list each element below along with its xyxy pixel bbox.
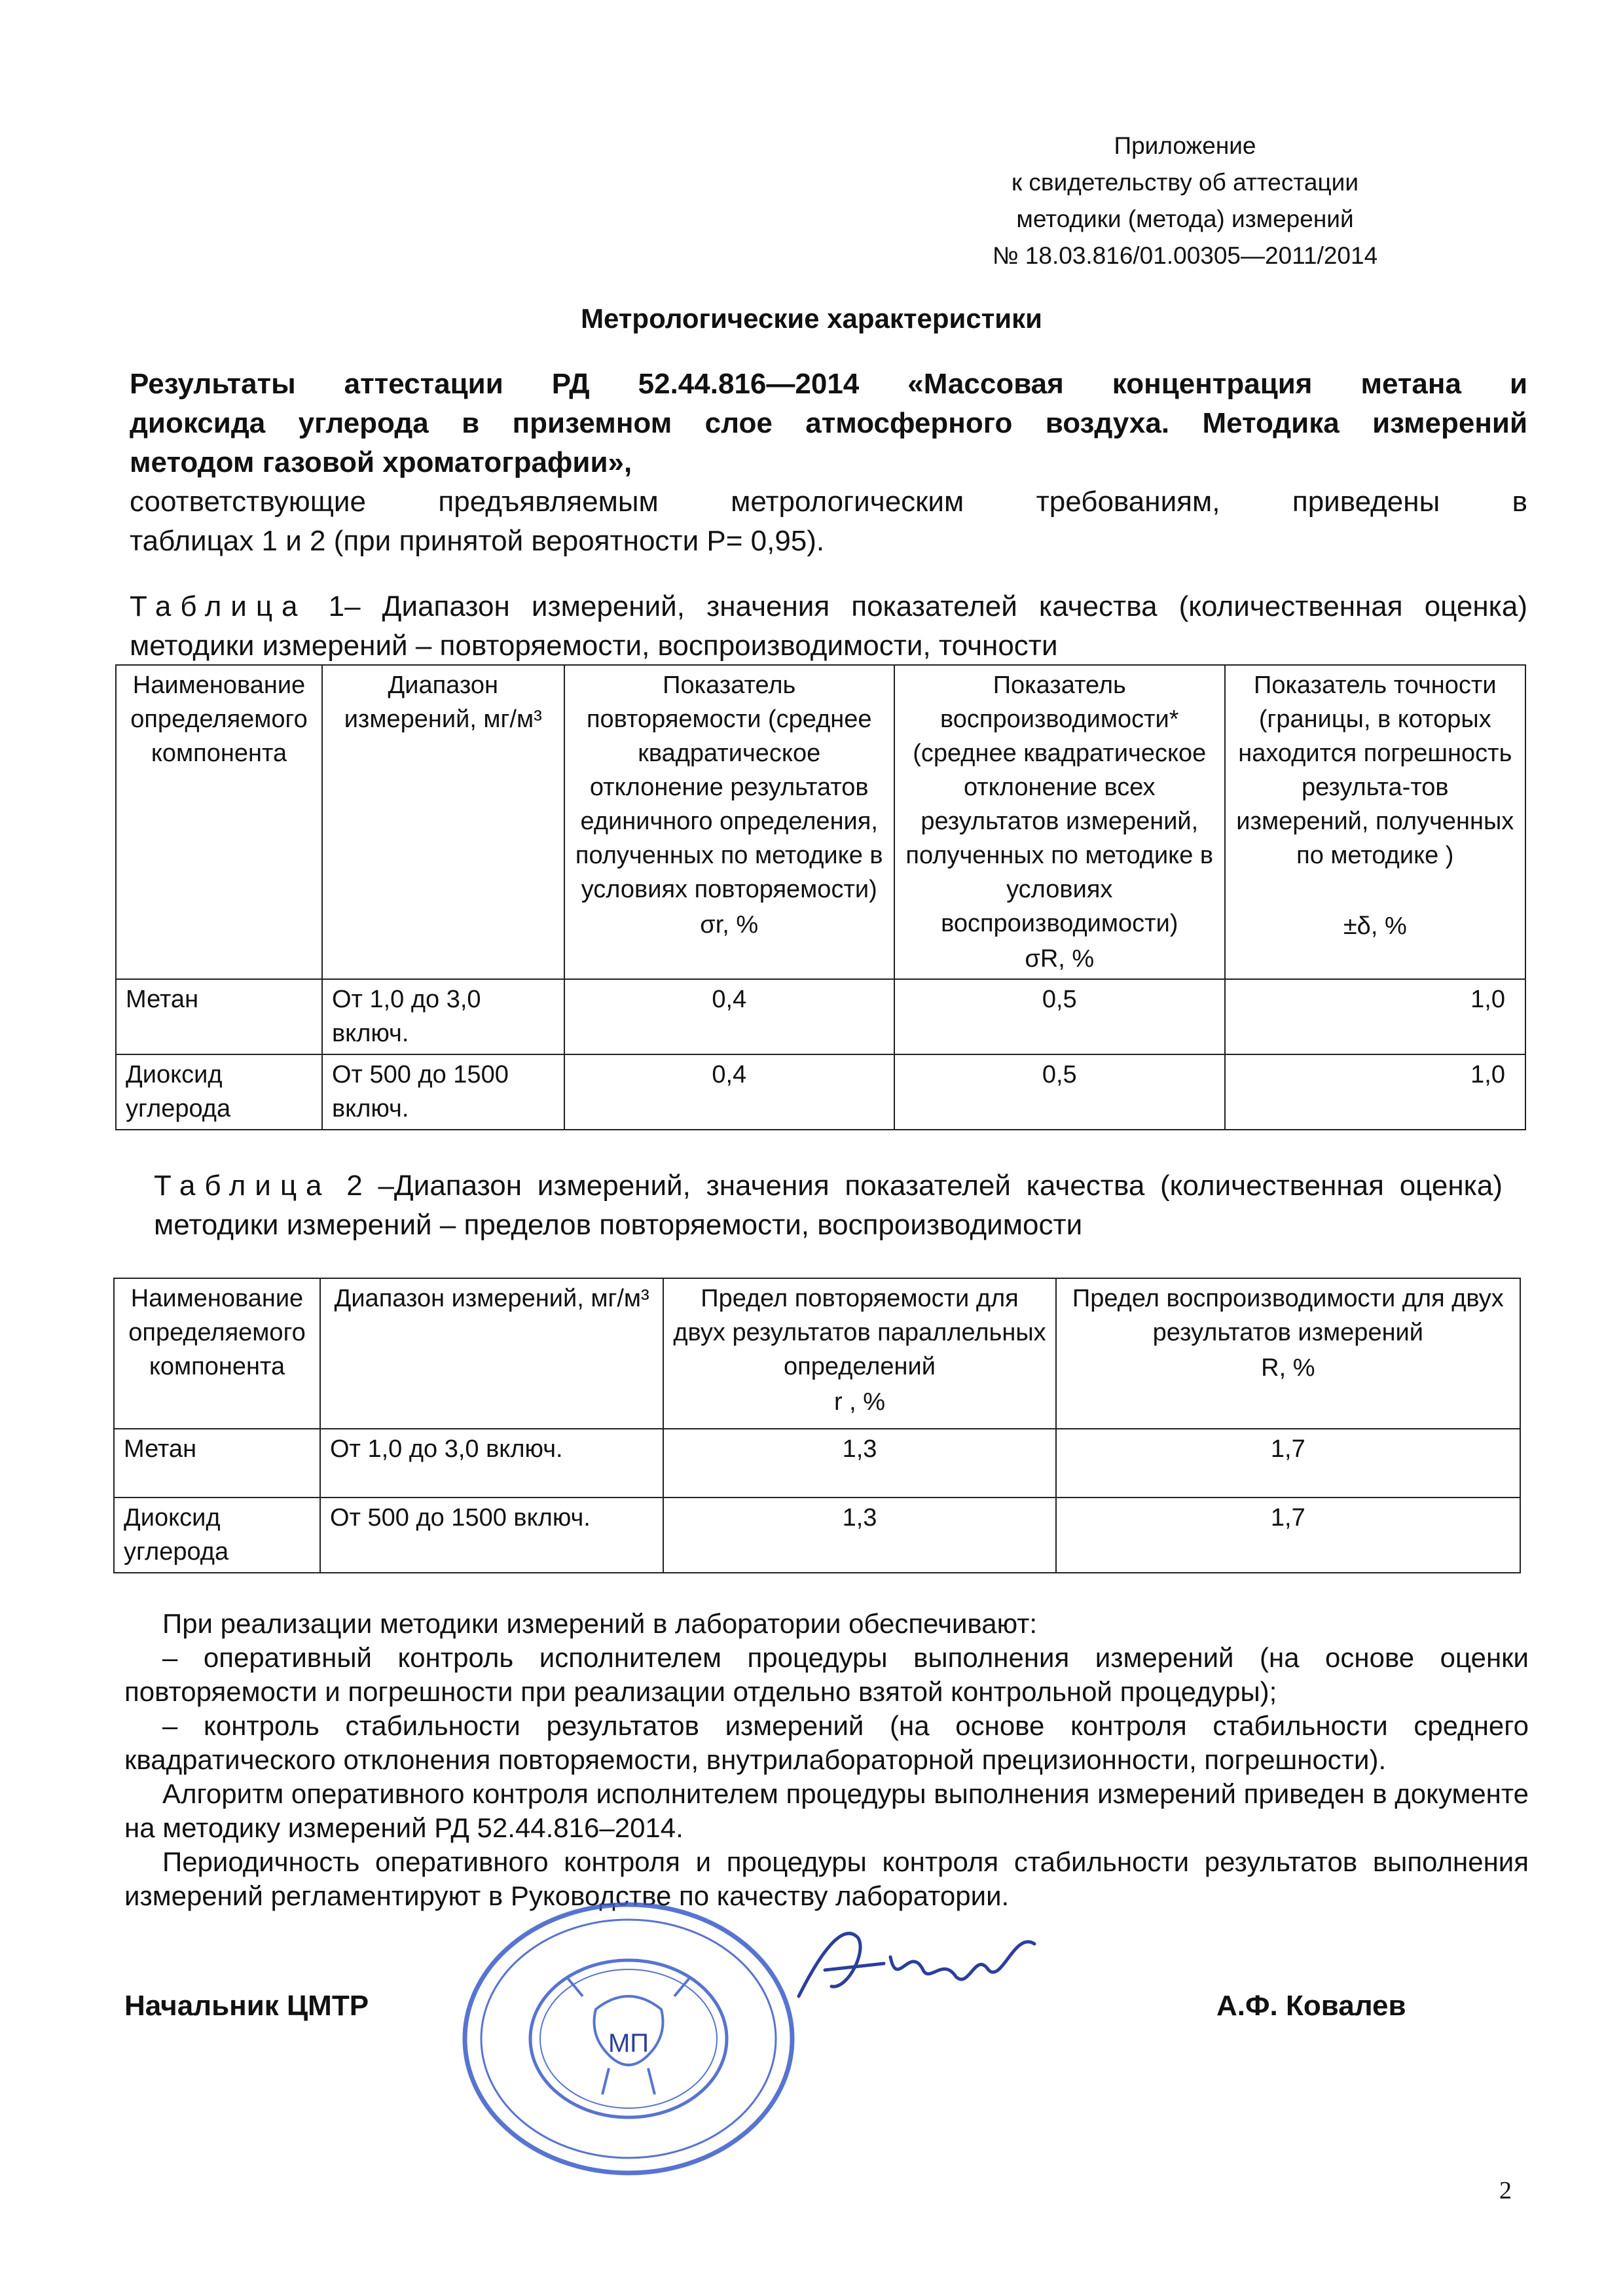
- table1-caption: [130, 587, 1527, 666]
- table-row: [114, 1429, 1520, 1498]
- appendix-line-1: Приложение: [1114, 132, 1256, 159]
- table-cell: От 500 до 1500 включ.: [322, 1054, 564, 1130]
- intro-plain-line-2: таблицах 1 и 2 (при принятой вероятности P= 0,95).: [130, 525, 825, 557]
- delta-symbol: ±δ, %: [1343, 912, 1407, 940]
- appendix-header: [917, 128, 1453, 274]
- table-cell: Диоксид углерода: [114, 1498, 320, 1573]
- table1-header-cell: Наименование определяемого компонента: [116, 665, 322, 979]
- intro-bold-line-2: диоксида углерода в приземном слое атмосферного воздуха. Методика измерений: [130, 407, 1527, 439]
- page-title: Метрологические характеристики: [581, 303, 1042, 334]
- table-cell: 1,7: [1056, 1429, 1520, 1498]
- table-cell: 1,3: [663, 1429, 1055, 1498]
- stamp-mark-text: МП: [608, 2029, 649, 2058]
- signatory-position: Начальник ЦМТР: [124, 1990, 369, 2022]
- sigma-r-symbol: σr, %: [700, 911, 759, 939]
- table1-header-cell: Диапазон измерений, мг/м³: [322, 665, 564, 979]
- appendix-line-4: № 18.03.816/01.00305—2011/2014: [992, 242, 1378, 269]
- body-text: [124, 1607, 1529, 1913]
- table-cell: 1,0: [1225, 1054, 1525, 1130]
- appendix-line-3: методики (метода) измерений: [1016, 206, 1354, 232]
- handwritten-signature: [786, 1918, 1061, 2009]
- table-cell: От 1,0 до 3,0 включ.: [322, 979, 564, 1054]
- appendix-line-2: к свидетельству об аттестации: [1011, 169, 1359, 196]
- table-row: [116, 979, 1525, 1054]
- table2-header-cell: Диапазон измерений, мг/м³: [320, 1278, 663, 1429]
- table-cell: Метан: [116, 979, 322, 1054]
- table1: [115, 664, 1526, 1130]
- official-stamp-seal: [458, 1898, 799, 2179]
- table2-header-cell: Наименование определяемого компонента: [114, 1278, 320, 1429]
- r-symbol: r , %: [833, 1388, 886, 1416]
- table1-caption-text: 1– Диапазон измерений, значения показателей качества (количественная оценка) методики измерений – повторяемости, воспроизводимости, точности: [130, 590, 1527, 662]
- table-cell: От 1,0 до 3,0 включ.: [320, 1429, 663, 1498]
- table-row: [116, 1054, 1525, 1130]
- intro-bold-line-1: Результаты аттестации РД 52.44.816—2014 «Массовая концентрация метана и: [130, 368, 1527, 400]
- intro-plain-line-1: соответствующие предъявляемым метрологическим требованиям, приведены в: [130, 486, 1527, 518]
- table-cell: 0,5: [894, 979, 1225, 1054]
- R-symbol: R, %: [1261, 1354, 1315, 1382]
- paragraph: – контроль стабильности результатов измерений (на основе контроля стабильности среднего квадратического отклонения повторяемости, внутрилабораторной прецизионности, погрешности).: [124, 1710, 1529, 1775]
- table1-header-cell: Показатель воспроизводимости* (среднее квадратическое отклонение всех результатов измерений, полученных по методике в условиях воспроизводимости) σR, %: [894, 665, 1225, 979]
- table1-caption-label: Таблица: [130, 590, 307, 622]
- page-number: 2: [1499, 2177, 1512, 2204]
- table-cell: Диоксид углерода: [116, 1054, 322, 1130]
- table2-header-cell: Предел воспроизводимости для двух результатов измерений R, %: [1056, 1278, 1520, 1429]
- intro-paragraph: [130, 365, 1527, 561]
- table2-caption: [154, 1166, 1503, 1245]
- table-cell: 1,7: [1056, 1498, 1520, 1573]
- table1-header-row: [116, 665, 1525, 979]
- paragraph: – оперативный контроль исполнителем процедуры выполнения измерений (на основе оценки повторяемости и погрешности при реализации отдельно взятой контрольной процедуры);: [124, 1642, 1529, 1707]
- table-cell: 0,4: [564, 979, 894, 1054]
- intro-bold-line-3: методом газовой хроматографии»,: [130, 446, 632, 478]
- table-cell: 0,4: [564, 1054, 894, 1130]
- table-row: [114, 1498, 1520, 1573]
- table-cell: 1,3: [663, 1498, 1055, 1573]
- table-cell: 0,5: [894, 1054, 1225, 1130]
- paragraph: Периодичность оперативного контроля и процедуры контроля стабильности результатов выполнения измерений регламентируют в Руководстве по качеству лаборатории.: [124, 1846, 1529, 1911]
- table-cell: 1,0: [1225, 979, 1525, 1054]
- table1-header-cell: Показатель повторяемости (среднее квадратическое отклонение результатов единичного определения, полученных по методике в условиях повторяемости) σr, %: [564, 665, 894, 979]
- table2: [113, 1278, 1521, 1573]
- table2-header-cell: Предел повторяемости для двух результатов параллельных определений r , %: [663, 1278, 1055, 1429]
- paragraph: При реализации методики измерений в лаборатории обеспечивают:: [162, 1608, 1038, 1639]
- signatory-name: А.Ф. Ковалев: [1216, 1990, 1406, 2022]
- paragraph: Алгоритм оперативного контроля исполнителем процедуры выполнения измерений приведен в документе на методику измерений РД 52.44.816–2014.: [124, 1778, 1529, 1843]
- table2-caption-text: 2 –Диапазон измерений, значения показателей качества (количественная оценка) методики измерений – пределов повторяемости, воспроизводимости: [154, 1170, 1503, 1241]
- table-cell: Метан: [114, 1429, 320, 1498]
- table2-caption-label: Таблица: [154, 1170, 331, 1202]
- sigma-R-symbol: σR, %: [1025, 945, 1095, 973]
- table-cell: От 500 до 1500 включ.: [320, 1498, 663, 1573]
- table2-header-row: [114, 1278, 1520, 1429]
- table1-header-cell: Показатель точности (границы, в которых находится погрешность результа-тов измерений, полученных по методике ) ±δ, %: [1225, 665, 1525, 979]
